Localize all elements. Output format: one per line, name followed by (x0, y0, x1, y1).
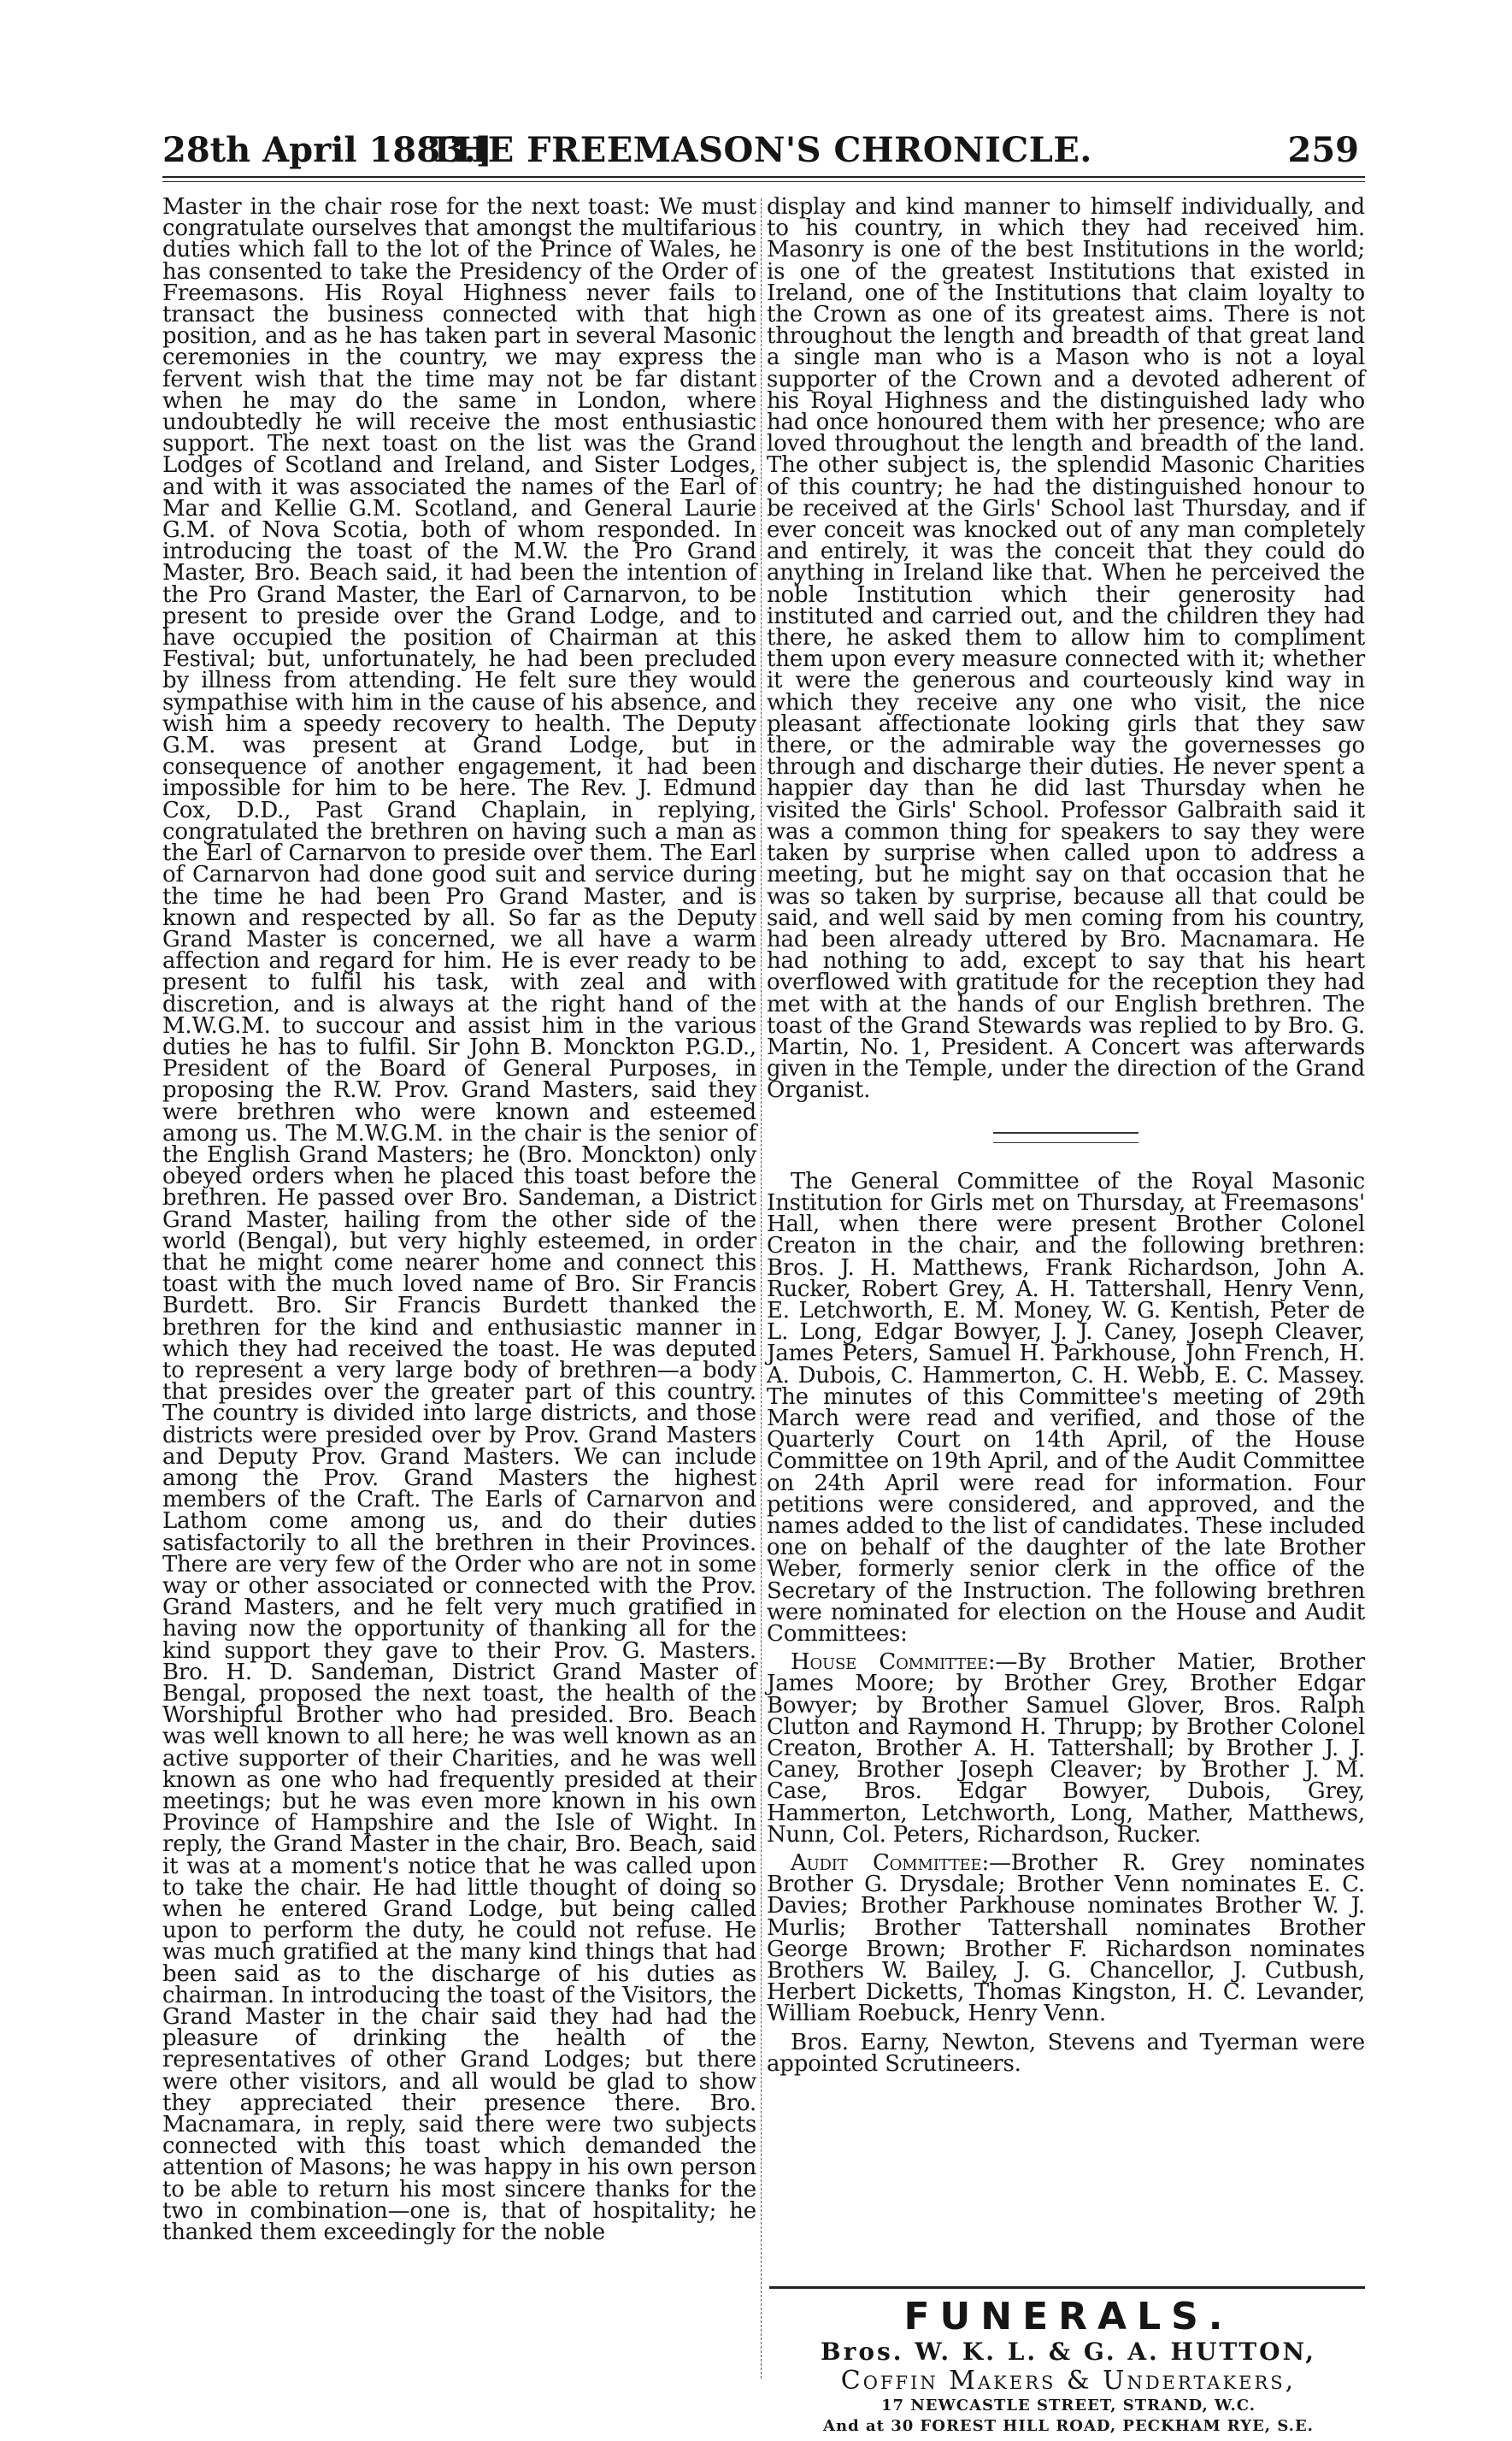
section-divider (767, 1126, 1365, 1147)
house-committee-text: :—By Brother Matier, Brother James Moore; by Brother Grey, Brother Edgar Bowyer; by Brother Samuel Glover, Bros. Ralph Clutton and Raymond H. Thrupp; by Brother Colonel Creaton, Brother A. H. Tattershall; by Brother J. J. Caney, Brother Joseph Cleaver; by Brother J. M. Case, Bros. Edgar Bowyer, Dubois, Grey, Hammerton, Letchworth, Long, Mather, Matthews, Nunn, Col. Peters, Richardson, Rucker. (767, 1649, 1365, 1848)
advertisement-rule (769, 2286, 1365, 2289)
page-number: 259 (1287, 130, 1359, 170)
audit-committee-label: Audit Committee (791, 1850, 982, 1877)
column-separator (761, 198, 762, 2379)
header-rule (162, 176, 1365, 178)
issue-date: 28th April 1883.] (162, 130, 492, 170)
audit-committee-text: :—Brother R. Grey nominates Brother G. Drysdale; Brother Venn nominates E. C. Davies; Brother Parkhouse nominates Brother W. J. Murlis; Brother Tattershall nominates Brother George Brown; Brother F. Richardson nominates Brothers W. Bailey, J. G. Chancellor, J. Cutbush, Herbert Dicketts, Thomas Kingston, H. C. Levander, William Roebuck, Henry Venn. (767, 1850, 1365, 2027)
publication-title: THE FREEMASON'S CHRONICLE. (429, 130, 1092, 170)
article-paragraph: display and kind manner to himself individually, and to his country, in which they had received him. Masonry is one of the best Institutions in the world; is one of the greatest Institutions that existed in Ireland, one of the Institutions that claim loyalty to the Crown as one of its greatest aims. There is not throughout the length and breadth of that great land a single man who is a Mason who is not a loyal supporter of the Crown and a devoted adherent of his Royal Highness and the distinguished lady who had once honoured them with her presence; who are loved throughout the length and breadth of the land. The other subject is, the splendid Masonic Charities of this country; he had the distinguished honour to be received at the Girls' School last Thursday, and if ever conceit was knocked out of any man completely and entirely, it was the conceit that they could do anything in Ireland like that. When he perceived the noble Institution which their generosity had instituted and carried out, and the children they had there, he asked them to allow him to compliment them upon every measure connected with it; whether it were the generous and courteously kind way in which they receive any one who visit, the nice pleasant affectionate looking girls that they saw there, or the admirable way the governesses go through and discharge their duties. He never spent a happier day than he did last Thursday when he visited the Girls' School. Professor Galbraith said it was a common thing for speakers to say they were taken by surprise when called upon to address a meeting, but he might say on that occasion that he was so taken by surprise, because all that could be said, and well said by men coming from his country, had been already uttered by Bro. Macnamara. He had nothing to add, except to say that his heart overflowed with gratitude for the reception they had met with at the hands of our English brethren. The toast of the Grand Stewards was replied to by Bro. G. Martin, No. 1, President. A Concert was afterwards given in the Temple, under the direction of the Grand Organist. (767, 194, 1365, 1104)
article-paragraph: Master in the chair rose for the next toast: We must congratulate ourselves that amongst the multifarious duties which fall to the lot of the Prince of Wales, he has consented to take the Presidency of the Order of Freemasons. His Royal Highness never fails to transact the business connected with that high position, and as he has taken part in several Masonic ceremonies in the country, we may express the fervent wish that the time may not be far distant when he may do the same in London, where undoubtedly he will receive the most enthusiastic support. The next toast on the list was the Grand Lodges of Scotland and Ireland, and Sister Lodges, and with it was associated the names of the Earl of Mar and Kellie G.M. Scotland, and General Laurie G.M. of Nova Scotia, both of whom responded. In introducing the toast of the M.W. the Pro Grand Master, Bro. Beach said, it had been the intention of the Pro Grand Master, the Earl of Carnarvon, to be present to preside over the Grand Lodge, and to have occupied the position of Chairman at this Festival; but, unfortunately, he had been precluded by illness from attending. He felt sure they would sympathise with him in the cause of his absence, and wish him a speedy recovery to health. The Deputy G.M. was present at Grand Lodge, but in consequence of another engagement, it had been impossible for him to be here. The Rev. J. Edmund Cox, D.D., Past Grand Chaplain, in replying, congratulated the brethren on having such a man as the Earl of Carnarvon to preside over them. The Earl of Carnarvon had done good suit and service during the time he had been Pro Grand Master, and is known and respected by all. So far as the Deputy Grand Master is concerned, we all have a warm affection and regard for him. He is ever ready to be present to fulfil his task, with zeal and with discretion, and is always at the right hand of the M.W.G.M. to succour and assist him in the various duties he has to fulfil. Sir John B. Monckton P.G.D., President of the Board of General Purposes, in proposing the R.W. Prov. Grand Masters, said they were brethren who were known and esteemed among us. The M.W.G.M. in the chair is the senior of the English Grand Masters; he (Bro. Monckton) only obeyed orders when he placed this toast before the brethren. He passed over Bro. Sandeman, a District Grand Master, hailing from the other side of the world (Bengal), but very highly esteemed, in order that he might come nearer home and connect this toast with the much loved name of Bro. Sir Francis Burdett. Bro. Sir Francis Burdett thanked the brethren for the kind and enthusiastic manner in which they had received the toast. He was deputed to represent a very large body of brethren—a body that presides over the greater part of this country. The country is divided into large districts, and those districts were presided over by Prov. Grand Masters and Deputy Prov. Grand Masters. We can include among the Prov. Grand Masters the highest members of the Craft. The Earls of Carnarvon and Lathom come among us, and do their duties satisfactorily to all the brethren in their Provinces. There are very few of the Order who are not in some way or other associated or connected with the Prov. Grand Masters, and he felt very much gratified in having now the opportunity of thanking all for the kind support they gave to their Prov. G. Masters. Bro. H. D. Sandeman, District Grand Master of Bengal, proposed the next toast, the health of the Worshipful Brother who had presided. Bro. Beach was well known to all here; he was well known as an active supporter of their Charities, and he was well known as one who had frequently presided at their meetings; but he was even more known in his own Province of Hampshire and the Isle of Wight. In reply, the Grand Master in the chair, Bro. Beach, said it was at a moment's notice that he was called upon to take the chair. He had little thought of doing so when he entered Grand Lodge, but being called upon to perform the duty, he could not refuse. He was much gratified at the many kind things that had been said as to the discharge of his duties as chairman. In introducing the toast of the Visitors, the Grand Master in the chair said they had had the pleasure of drinking the health of the representatives of other Grand Lodges; but there were other visitors, and all would be glad to show they appreciated their presence there. Bro. Macnamara, in reply, said there were two subjects connected with this toast which demanded the attention of Masons; he was happy in his own person to be able to return his most sincere thanks for the two in combination—one is, that of hospitality; he thanked them exceedingly for the noble (162, 194, 756, 2246)
left-column (162, 194, 756, 2246)
funerals-advertisement (774, 2297, 1363, 2437)
advertisement-branch-address: And at 30 FOREST HILL ROAD, PECKHAM RYE, S.E. (823, 2417, 1314, 2435)
audit-committee-paragraph (767, 1850, 1365, 2027)
house-committee-paragraph (767, 1649, 1365, 1848)
advertisement-trade: Coffin Makers & Undertakers, (840, 2366, 1297, 2396)
header-rule-thin (162, 181, 1365, 182)
right-column (767, 194, 1365, 2077)
page-header (162, 130, 1359, 174)
advertisement-firm: Bros. W. K. L. & G. A. HUTTON, (820, 2338, 1317, 2366)
house-committee-label: House Committee (791, 1649, 988, 1676)
advertisement-address: 17 NEWCASTLE STREET, STRAND, W.C. (881, 2397, 1256, 2414)
scrutineers-paragraph: Bros. Earny, Newton, Stevens and Tyerman were appointed Scrutineers. (767, 2029, 1365, 2077)
committee-report-paragraph: The General Committee of the Royal Masonic Institution for Girls met on Thursday, at Freemasons' Hall, when there were present Brother Colonel Creaton in the chair, and the following brethren: Bros. J. H. Matthews, Frank Richardson, John A. Rucker, Robert Grey, A. H. Tattershall, Henry Venn, E. Letchworth, E. M. Money, W. G. Kentish, Peter de L. Long, Edgar Bowyer, J. J. Caney, Joseph Cleaver, James Peters, Samuel H. Parkhouse, John French, H. A. Dubois, C. Hammerton, C. H. Webb, E. C. Massey. The minutes of this Committee's meeting of 29th March were read and verified, and those of the Quarterly Court on 14th April, of the House Committee on 19th April, and of the Audit Committee on 24th April were read for information. Four petitions were considered, and approved, and the names added to the list of candidates. These included one on behalf of the daughter of the late Brother Weber, formerly senior clerk in the office of the Secretary of the Instruction. The following brethren were nominated for election on the House and Audit Committees: (767, 1168, 1365, 1647)
advertisement-heading: FUNERALS. (903, 2295, 1233, 2338)
